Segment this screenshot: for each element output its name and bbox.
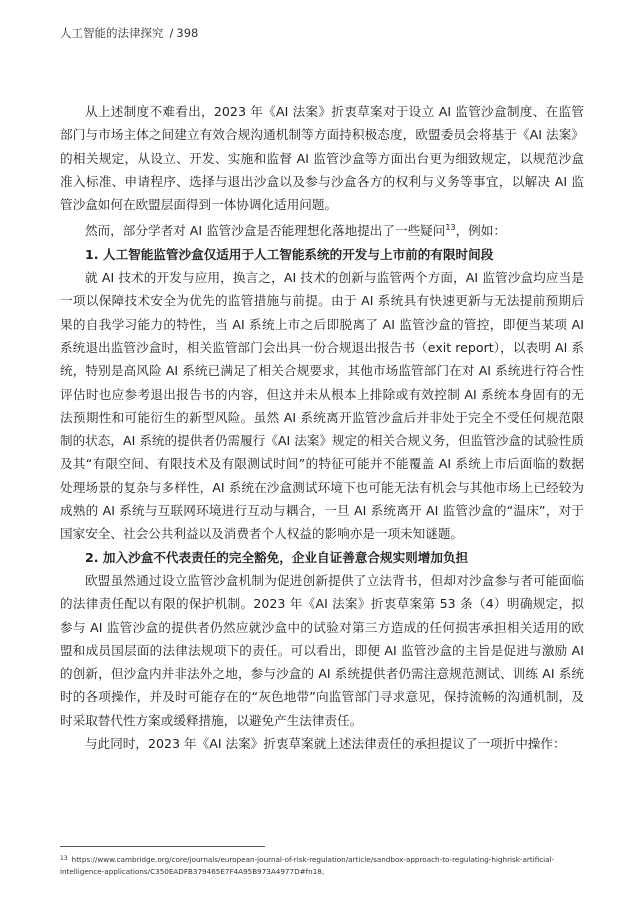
footnote-reference[interactable]: 13 [445, 223, 456, 233]
paragraph: 就 AI 技术的开发与应用，换言之，AI 技术的创新与监管两个方面，AI 监管沙盒均应当是一项以保障技术安全为优先的监管措施与前提。由于 AI 系统具有快速更新与无法提前预期后果的自我学习能力的特性，当 AI 系统上市之后即脱离了 AI 监管沙盒的管控，即便当某项 AI 系统退出监管沙盒时，相关监管部门会出具一份合规退出报告书（exit report），以表明 AI 系统，特别是高风险 AI 系统已满足了相关合规要求，其他市场监管部门在对 AI 系统进行符合性评估时也应参考退出报告书的内容，但这并未从根本上排除或有效控制 AI 系统本身固有的无法预期性和可能衍生的新型风险。虽然 AI 系统离开监管沙盒后并非处于完全不受任何规范限制的状态，AI 系统的提供者仍需履行《AI 法案》规定的相关合规义务，但监管沙盒的试验性质及其“有限空间、有限技术及有限测试时间”的特征可能并不能覆盖 AI 系统上市后面临的数据处理场景的复杂与多样性，AI 系统在沙盒测试环境下也可能无法有机会与其他市场上已经较为成熟的 AI 系统与互联网环境进行互动与耦合，一旦 AI 系统离开 AI 监管沙盒的“温床”，对于国家安全、社会公共利益以及消费者个人权益的影响亦是一项未知谜题。 [60, 270, 584, 542]
main-text [60, 100, 584, 755]
header-separator: / [169, 26, 174, 40]
paragraph-with-note [60, 216, 584, 242]
footnote-divider [60, 846, 265, 847]
paragraph: 欧盟虽然通过设立监管沙盒机制为促进创新提供了立法背书，但却对沙盒参与者可能面临的法律责任配以有限的保护机制。2023 年《AI 法案》折衷草案第 53 条（4）明确规定，拟参与 AI 监管沙盒的提供者仍然应就沙盒中的试验对第三方造成的任何损害承担相关适用的欧盟和成员国层面的法律法规项下的责任。可以看出，即便 AI 监管沙盒的主旨是促进与激励 AI 的创新，但沙盒内并非法外之地，参与沙盒的 AI 系统提供者仍需注意规范测试、训练 AI 系统时的各项操作，并及时可能存在的“灰色地带”向监管部门寻求意见，保持流畅的沟通机制，及时采取替代性方案或缓释措施，以避免产生法律责任。 [60, 572, 584, 728]
section-heading-2: 2. 加入沙盒不代表责任的完全豁免，企业自证善意合规实则增加负担 [85, 549, 469, 565]
book-title: 人工智能的法律探究 [60, 26, 164, 40]
footnote-number: 13 [60, 855, 68, 862]
footnote [60, 853, 580, 878]
page-number: 398 [176, 26, 199, 40]
footnote-link[interactable]: https://www.cambridge.org/core/journals/european-journal-of-risk-regulation/article/sandbox-approach-to-regulating-highrisk-artificial-intelligence-applications/C350EADFB379465E7F4A95B973A4977D#fn18。 [60, 855, 555, 876]
running-header [60, 25, 198, 41]
paragraph: 与此同时，2023 年《AI 法案》折衷草案就上述法律责任的承担提议了一项折中操作： [85, 736, 566, 752]
paragraph-text: 然而，部分学者对 AI 监管沙盒是否能理想化落地提出了一些疑问 [85, 223, 446, 239]
paragraph: 从上述制度不难看出，2023 年《AI 法案》折衷草案对于设立 AI 监管沙盒制度、在监管部门与市场主体之间建立有效合规沟通机制等方面持积极态度，欧盟委员会将基于《AI 法案》的相关规定，从设立、开发、实施和监督 AI 监管沙盒等方面出台更为细致规定，以规范沙盒准入标准、申请程序、选择与退出沙盒以及参与沙盒各方的权利与义务等事宜，以解决 AI 监管沙盒如何在欧盟层面得到一体协调化适用问题。 [60, 104, 584, 213]
paragraph-text: ，例如： [455, 223, 506, 239]
section-heading-1: 1. 人工智能监管沙盒仅适用于人工智能系统的开发与上市前的有限时间段 [85, 246, 494, 262]
